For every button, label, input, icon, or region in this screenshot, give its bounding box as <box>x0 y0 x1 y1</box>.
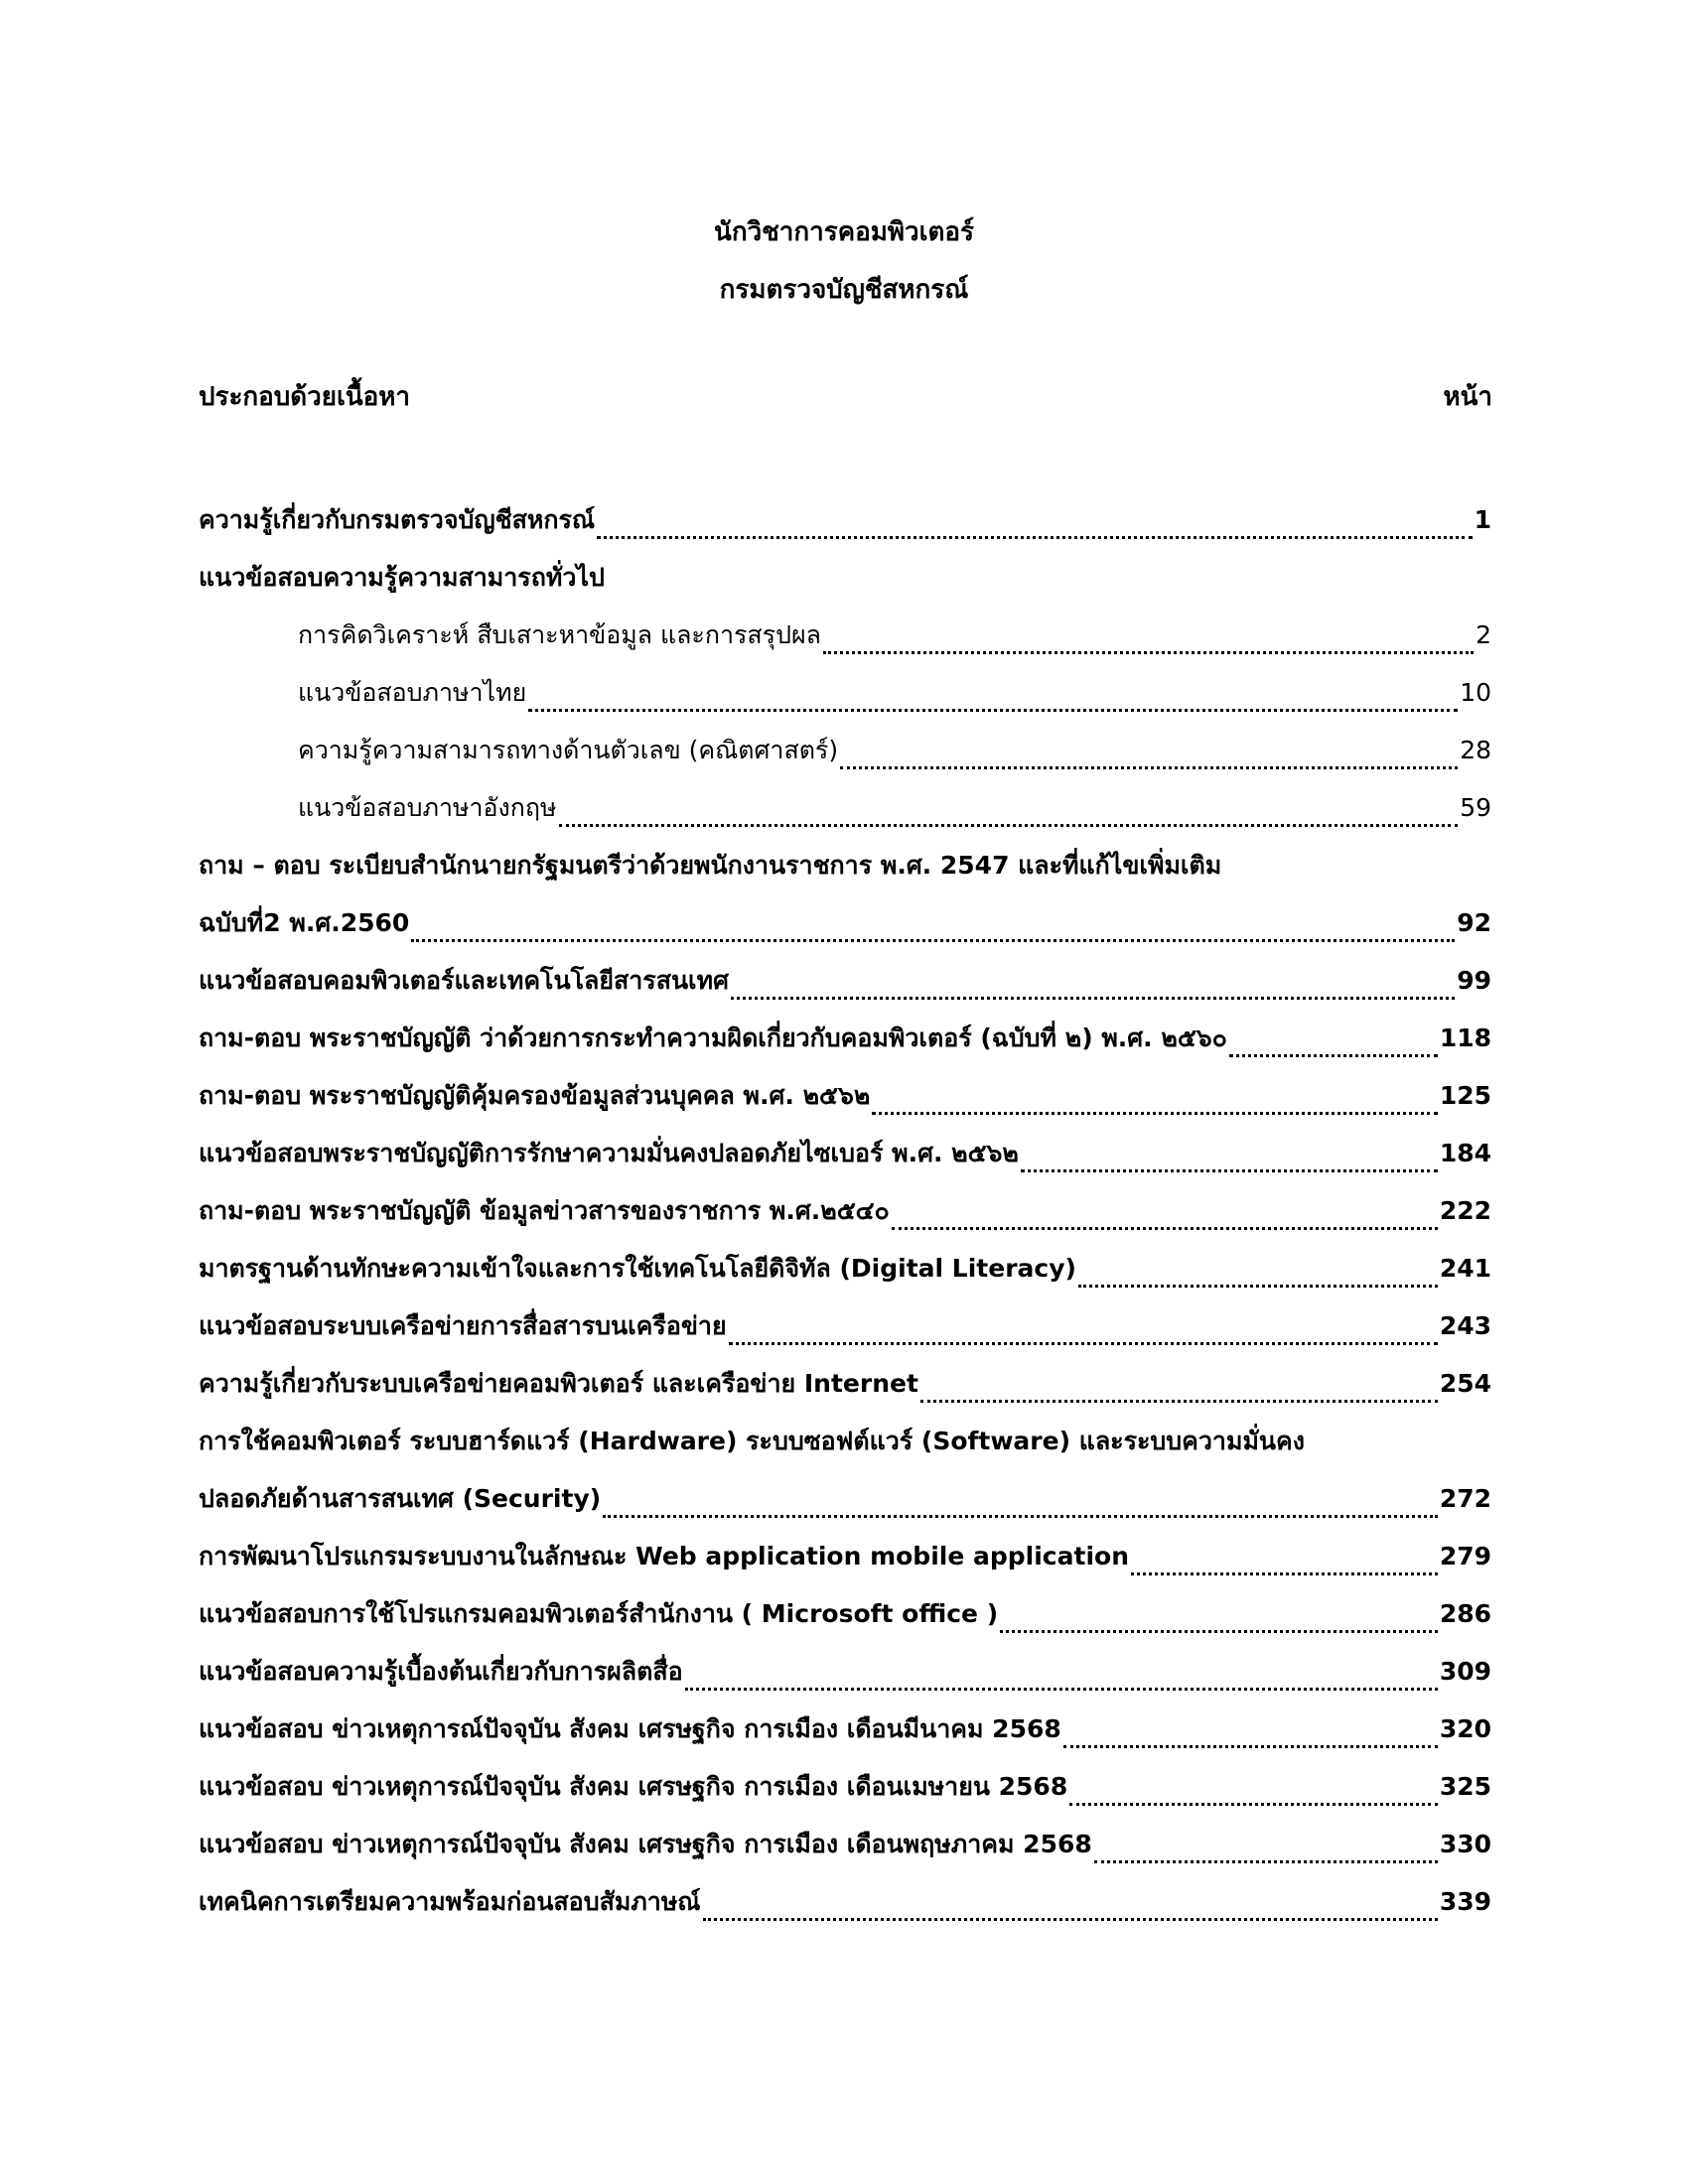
dot-leader <box>920 1400 1438 1403</box>
toc-entry-continued <box>199 837 1491 894</box>
toc-entry-page: 2 <box>1476 620 1491 649</box>
toc-entry-title: ความรู้เกี่ยวกับระบบเครือข่ายคอมพิวเตอร์ และเครือข่าย Internet <box>199 1369 918 1398</box>
toc-subentry <box>199 779 1491 837</box>
toc-entry-title: แนวข้อสอบความรู้ความสามารถทั่วไป <box>199 563 605 592</box>
toc-entry-page: 330 <box>1439 1830 1491 1858</box>
toc-entry <box>199 1470 1491 1528</box>
toc-entry-title: แนวข้อสอบ ข่าวเหตุการณ์ปัจจุบัน สังคม เศรษฐกิจ การเมือง เดือนพฤษภาคม 2568 <box>199 1830 1092 1858</box>
toc-entry-title: มาตรฐานด้านทักษะความเข้าใจและการใช้เทคโนโลยีดิจิทัล (Digital Literacy) <box>199 1254 1076 1283</box>
dot-leader <box>892 1227 1438 1230</box>
toc-entry-title: ปลอดภัยด้านสารสนเทศ (Security) <box>199 1484 602 1513</box>
toc-entry-title: การใช้คอมพิวเตอร์ ระบบฮาร์ดแวร์ (Hardware) ระบบซอฟต์แวร์ (Software) และระบบความมั่นคง <box>199 1427 1305 1455</box>
toc-entry <box>199 1355 1491 1413</box>
toc-entry-page: 184 <box>1439 1139 1491 1167</box>
toc-entry-title: ความรู้เกี่ยวกับกรมตรวจบัญชีสหกรณ์ <box>199 505 596 534</box>
toc-entry <box>199 1758 1491 1816</box>
toc-entry-title: เทคนิคการเตรียมความพร้อมก่อนสอบสัมภาษณ์ <box>199 1887 701 1916</box>
toc-entry-title: แนวข้อสอบคอมพิวเตอร์และเทคโนโลยีสารสนเทศ <box>199 966 729 995</box>
toc-entry <box>199 1240 1491 1297</box>
dot-leader <box>1063 1745 1438 1748</box>
toc-entry-title: การคิดวิเคราะห์ สืบเสาะหาข้อมูล และการสรุปผล <box>298 620 821 649</box>
toc-entry-page: 339 <box>1439 1887 1491 1916</box>
toc-entry-title: ฉบับที่2 พ.ศ.2560 <box>199 908 410 937</box>
toc-entry <box>199 1816 1491 1873</box>
toc-subentry <box>199 664 1491 722</box>
title-line-2: กรมตรวจบัญชีสหกรณ์ <box>719 275 969 305</box>
toc-entry-page: 279 <box>1439 1542 1491 1570</box>
toc-entry-page: 325 <box>1439 1772 1491 1801</box>
document-title <box>0 204 1688 319</box>
toc-entry-page: 243 <box>1439 1311 1491 1340</box>
toc-entry-title: แนวข้อสอบภาษาอังกฤษ <box>298 793 557 822</box>
toc-entry-page: 272 <box>1439 1484 1491 1513</box>
dot-leader <box>1021 1169 1438 1172</box>
toc-entry-title: แนวข้อสอบพระราชบัญญัติการรักษาความมั่นคงปลอดภัยไซเบอร์ พ.ศ. ๒๕๖๒ <box>199 1139 1019 1167</box>
dot-leader <box>1000 1630 1438 1633</box>
page-column-label: หน้า <box>1443 382 1492 412</box>
toc-entry-title: แนวข้อสอบการใช้โปรแกรมคอมพิวเตอร์สำนักงาน ( Microsoft office ) <box>199 1599 999 1628</box>
toc-entry-page: 309 <box>1439 1657 1491 1686</box>
dot-leader <box>1131 1572 1438 1575</box>
toc-entry-continued <box>199 1413 1491 1470</box>
dot-leader <box>729 1342 1438 1345</box>
toc-entry <box>199 894 1491 952</box>
toc-section-heading <box>199 549 1491 607</box>
toc-entry-page: 241 <box>1439 1254 1491 1283</box>
dot-leader <box>528 709 1458 712</box>
title-line-1: นักวิชาการคอมพิวเตอร์ <box>714 217 974 247</box>
toc-entry-title: ถาม-ตอบ พระราชบัญญัติคุ้มครองข้อมูลส่วนบุคคล พ.ศ. ๒๕๖๒ <box>199 1081 871 1110</box>
toc-entry-title: แนวข้อสอบความรู้เบื้องต้นเกี่ยวกับการผลิตสื่อ <box>199 1657 683 1686</box>
dot-leader <box>823 651 1474 654</box>
toc-entry-title: ความรู้ความสามารถทางด้านตัวเลข (คณิตศาสตร์) <box>298 736 839 764</box>
toc-entry-title: แนวข้อสอบ ข่าวเหตุการณ์ปัจจุบัน สังคม เศรษฐกิจ การเมือง เดือนมีนาคม 2568 <box>199 1714 1061 1743</box>
toc-subentry <box>199 722 1491 779</box>
dot-leader <box>1069 1803 1438 1806</box>
dot-leader <box>840 766 1458 769</box>
toc-header <box>199 377 1492 417</box>
table-of-contents <box>199 491 1491 1931</box>
toc-entry <box>199 1010 1491 1067</box>
toc-entry-title: แนวข้อสอบภาษาไทย <box>298 678 527 707</box>
toc-entry-title: ถาม – ตอบ ระเบียบสำนักนายกรัฐมนตรีว่าด้วยพนักงานราชการ พ.ศ. 2547 และที่แก้ไขเพิ่มเติม <box>199 851 1222 880</box>
dot-leader <box>703 1918 1438 1921</box>
toc-subentry <box>199 607 1491 664</box>
toc-entry-page: 28 <box>1460 736 1491 764</box>
toc-entry <box>199 491 1491 549</box>
toc-entry-page: 10 <box>1460 678 1491 707</box>
toc-entry <box>199 1067 1491 1125</box>
toc-entry-page: 125 <box>1439 1081 1491 1110</box>
toc-entry-page: 59 <box>1460 793 1491 822</box>
dot-leader <box>731 997 1455 1000</box>
toc-entry <box>199 1585 1491 1643</box>
toc-entry <box>199 1528 1491 1585</box>
contents-label: ประกอบด้วยเนื้อหา <box>199 382 411 412</box>
toc-entry <box>199 1125 1491 1182</box>
toc-entry-title: แนวข้อสอบ ข่าวเหตุการณ์ปัจจุบัน สังคม เศรษฐกิจ การเมือง เดือนเมษายน 2568 <box>199 1772 1068 1801</box>
toc-entry <box>199 1182 1491 1240</box>
dot-leader <box>411 939 1455 942</box>
dot-leader <box>1094 1860 1438 1863</box>
dot-leader <box>1078 1285 1438 1288</box>
dot-leader <box>603 1515 1438 1518</box>
toc-entry-title: แนวข้อสอบระบบเครือข่ายการสื่อสารบนเครือข่าย <box>199 1311 727 1340</box>
toc-entry <box>199 1873 1491 1931</box>
toc-entry-page: 320 <box>1439 1714 1491 1743</box>
toc-entry <box>199 1297 1491 1355</box>
toc-entry-page: 286 <box>1439 1599 1491 1628</box>
toc-entry-page: 92 <box>1457 908 1491 937</box>
dot-leader <box>559 824 1459 827</box>
dot-leader <box>1229 1054 1438 1057</box>
toc-entry-title: ถาม-ตอบ พระราชบัญญัติ ว่าด้วยการกระทำความผิดเกี่ยวกับคอมพิวเตอร์ (ฉบับที่ ๒) พ.ศ. ๒๕๖๐ <box>199 1024 1227 1052</box>
toc-entry-page: 118 <box>1439 1024 1491 1052</box>
toc-entry <box>199 952 1491 1010</box>
toc-entry <box>199 1643 1491 1701</box>
toc-entry-title: การพัฒนาโปรแกรมระบบงานในลักษณะ Web application mobile application <box>199 1542 1129 1570</box>
toc-entry-title: ถาม-ตอบ พระราชบัญญัติ ข้อมูลข่าวสารของราชการ พ.ศ.๒๕๔๐ <box>199 1196 890 1225</box>
toc-entry <box>199 1701 1491 1758</box>
toc-entry-page: 1 <box>1474 505 1491 534</box>
toc-entry-page: 254 <box>1439 1369 1491 1398</box>
toc-entry-page: 222 <box>1439 1196 1491 1225</box>
toc-entry-page: 99 <box>1457 966 1491 995</box>
dot-leader <box>685 1688 1438 1691</box>
dot-leader <box>872 1112 1437 1115</box>
dot-leader <box>597 536 1472 539</box>
